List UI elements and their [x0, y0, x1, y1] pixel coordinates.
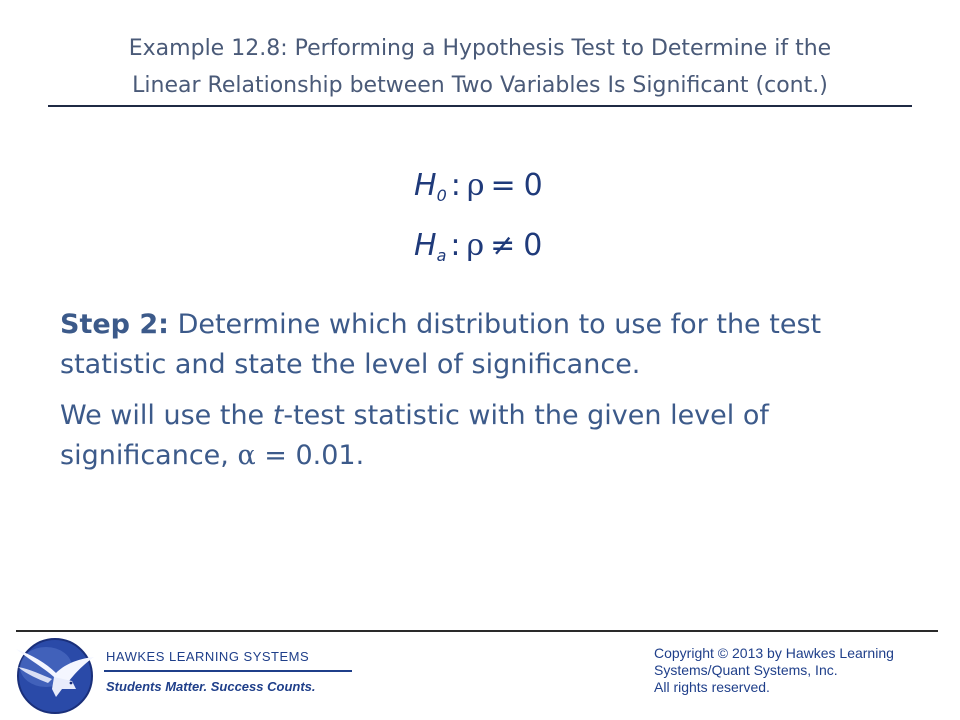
alternative-hypothesis	[414, 224, 574, 268]
step-2-paragraph	[60, 305, 920, 385]
footer-divider	[16, 630, 938, 632]
distribution-paragraph	[60, 396, 920, 476]
not-equals-operator: ≠	[490, 228, 516, 263]
equals-operator: =	[490, 168, 516, 203]
t-variable: t	[272, 400, 284, 431]
brand-underline	[104, 670, 352, 672]
slide-title-line-1: Example 12.8: Performing a Hypothesis Test to Determine if the	[128, 36, 832, 61]
title-divider	[48, 105, 912, 107]
hypothesis-value: 0	[523, 168, 543, 203]
copyright-line: Copyright © 2013 by Hawkes Learning	[654, 645, 894, 661]
alpha-value: = 0.01.	[255, 440, 365, 471]
slide-title-line-2: Linear Relationship between Two Variables Is Significant (cont.)	[132, 73, 828, 98]
hypothesis-subscript: a	[436, 246, 447, 265]
slide-body	[60, 305, 920, 487]
hypothesis-value: 0	[523, 228, 543, 263]
hypothesis-symbol: H	[414, 228, 437, 263]
copyright-notice	[654, 645, 944, 696]
null-hypothesis	[414, 164, 574, 208]
step-label: Step 2:	[60, 309, 169, 340]
slide-title	[48, 30, 912, 104]
copyright-line: Systems/Quant Systems, Inc.	[654, 662, 838, 678]
line2-prefix: We will use the	[60, 400, 273, 431]
alpha-symbol: α	[237, 440, 256, 471]
rho-symbol: ρ	[466, 168, 485, 203]
rho-symbol: ρ	[466, 228, 485, 263]
hypothesis-symbol: H	[414, 168, 437, 203]
step-text: Determine which distribution to use for the test statistic and state the level of significance.	[60, 309, 822, 380]
hypothesis-colon: :	[450, 168, 461, 203]
hypothesis-subscript: 0	[436, 186, 447, 205]
hawk-logo-icon	[16, 637, 94, 715]
brand-tagline: Students Matter. Success Counts.	[106, 679, 316, 694]
brand-name: HAWKES LEARNING SYSTEMS	[106, 649, 310, 664]
line2-rest: -test statistic with the given level of significance,	[60, 400, 769, 471]
copyright-line: All rights reserved.	[654, 679, 770, 695]
hypothesis-colon: :	[450, 228, 461, 263]
